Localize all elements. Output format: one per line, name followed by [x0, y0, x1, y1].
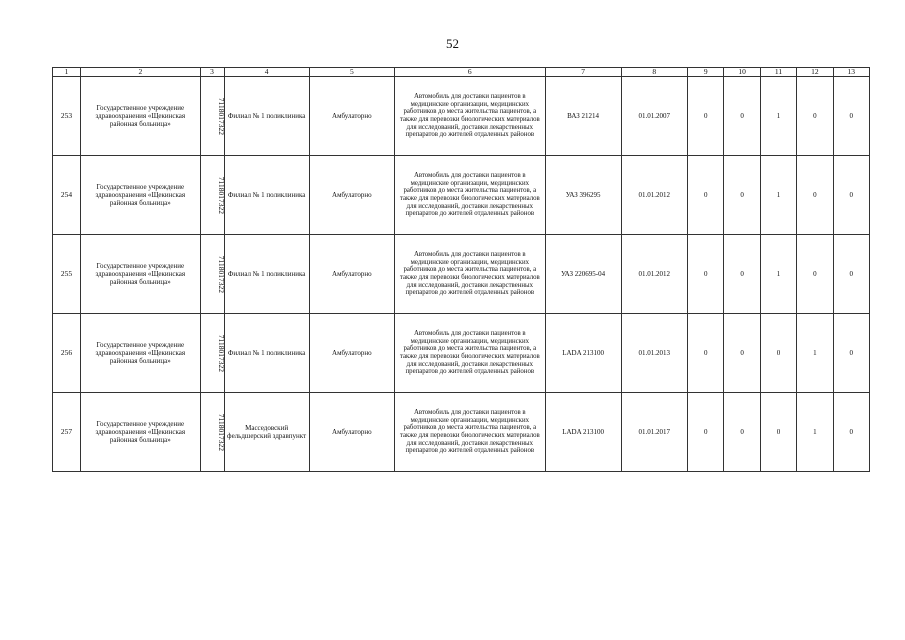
count-cell: 0	[797, 77, 833, 156]
organization-cell: Государственное учреждение здравоохранения «Щекинская районная больница»	[81, 156, 201, 235]
count-cell: 0	[724, 77, 760, 156]
division-cell: Масседовский фельдшерский здравпункт	[224, 393, 309, 472]
count-cell: 0	[760, 314, 796, 393]
inn-cell	[200, 77, 224, 156]
organization-cell: Государственное учреждение здравоохранения «Щекинская районная больница»	[81, 393, 201, 472]
column-header: 9	[688, 68, 724, 77]
count-cell: 1	[797, 314, 833, 393]
date-cell: 01.01.2012	[621, 156, 688, 235]
division-cell: Филиал № 1 поликлиника	[224, 314, 309, 393]
purpose-cell: Автомобиль для доставки пациентов в медицинские организации, медицинских работников до места жительства пациентов, а также для перевозки биологических материалов для исследований, доставки лекарственных препаратов до жителей отдаленных районов	[394, 156, 545, 235]
inn-value: 7118017322	[216, 176, 226, 214]
count-cell: 0	[724, 235, 760, 314]
vehicle-cell: УАЗ 396295	[545, 156, 621, 235]
column-header: 12	[797, 68, 833, 77]
vehicle-cell: УАЗ 220695-04	[545, 235, 621, 314]
purpose-cell: Автомобиль для доставки пациентов в медицинские организации, медицинских работников до места жительства пациентов, а также для перевозки биологических материалов для исследований, доставки лекарственных препаратов до жителей отдаленных районов	[394, 393, 545, 472]
column-header: 13	[833, 68, 869, 77]
count-cell: 1	[760, 156, 796, 235]
vehicle-cell: LADA 213100	[545, 393, 621, 472]
count-cell: 0	[833, 235, 869, 314]
vehicle-cell: LADA 213100	[545, 314, 621, 393]
division-cell: Филиал № 1 поликлиника	[224, 77, 309, 156]
count-cell: 0	[833, 156, 869, 235]
count-cell: 0	[724, 314, 760, 393]
care-type-cell: Амбулаторно	[309, 235, 394, 314]
purpose-cell: Автомобиль для доставки пациентов в медицинские организации, медицинских работников до места жительства пациентов, а также для перевозки биологических материалов для исследований, доставки лекарственных препаратов до жителей отдаленных районов	[394, 77, 545, 156]
organization-cell: Государственное учреждение здравоохранения «Щекинская районная больница»	[81, 235, 201, 314]
count-cell: 0	[688, 393, 724, 472]
date-cell: 01.01.2013	[621, 314, 688, 393]
column-header: 6	[394, 68, 545, 77]
count-cell: 0	[688, 314, 724, 393]
row-number: 256	[53, 314, 81, 393]
count-cell: 0	[833, 314, 869, 393]
vehicle-register-table	[52, 67, 870, 472]
table-row	[53, 393, 870, 472]
column-header: 11	[760, 68, 796, 77]
organization-cell: Государственное учреждение здравоохранения «Щекинская районная больница»	[81, 314, 201, 393]
column-header: 8	[621, 68, 688, 77]
column-header: 5	[309, 68, 394, 77]
column-header: 1	[53, 68, 81, 77]
count-cell: 1	[760, 77, 796, 156]
purpose-cell: Автомобиль для доставки пациентов в медицинские организации, медицинских работников до места жительства пациентов, а также для перевозки биологических материалов для исследований, доставки лекарственных препаратов до жителей отдаленных районов	[394, 235, 545, 314]
row-number: 254	[53, 156, 81, 235]
column-header: 4	[224, 68, 309, 77]
count-cell: 0	[760, 393, 796, 472]
date-cell: 01.01.2012	[621, 235, 688, 314]
date-cell: 01.01.2007	[621, 77, 688, 156]
inn-value: 7118017322	[216, 334, 226, 372]
care-type-cell: Амбулаторно	[309, 314, 394, 393]
count-cell: 1	[797, 393, 833, 472]
table-row	[53, 156, 870, 235]
column-header: 10	[724, 68, 760, 77]
count-cell: 1	[760, 235, 796, 314]
care-type-cell: Амбулаторно	[309, 77, 394, 156]
purpose-cell: Автомобиль для доставки пациентов в медицинские организации, медицинских работников до места жительства пациентов, а также для перевозки биологических материалов для исследований, доставки лекарственных препаратов до жителей отдаленных районов	[394, 314, 545, 393]
care-type-cell: Амбулаторно	[309, 393, 394, 472]
inn-cell	[200, 314, 224, 393]
inn-cell	[200, 156, 224, 235]
care-type-cell: Амбулаторно	[309, 156, 394, 235]
division-cell: Филиал № 1 поликлиника	[224, 235, 309, 314]
column-header: 7	[545, 68, 621, 77]
page-number: 52	[446, 36, 459, 51]
row-number: 257	[53, 393, 81, 472]
column-number-row	[53, 68, 870, 77]
organization-cell: Государственное учреждение здравоохранения «Щекинская районная больница»	[81, 77, 201, 156]
inn-value: 7118017322	[216, 255, 226, 293]
count-cell: 0	[724, 156, 760, 235]
column-header: 3	[200, 68, 224, 77]
count-cell: 0	[833, 393, 869, 472]
column-header: 2	[81, 68, 201, 77]
inn-cell	[200, 393, 224, 472]
vehicle-cell: ВАЗ 21214	[545, 77, 621, 156]
inn-value: 7118017322	[216, 97, 226, 135]
date-cell: 01.01.2017	[621, 393, 688, 472]
table-row	[53, 235, 870, 314]
count-cell: 0	[833, 77, 869, 156]
count-cell: 0	[688, 156, 724, 235]
count-cell: 0	[797, 235, 833, 314]
table-row	[53, 314, 870, 393]
count-cell: 0	[688, 77, 724, 156]
row-number: 255	[53, 235, 81, 314]
count-cell: 0	[797, 156, 833, 235]
division-cell: Филиал № 1 поликлиника	[224, 156, 309, 235]
table-row	[53, 77, 870, 156]
count-cell: 0	[724, 393, 760, 472]
row-number: 253	[53, 77, 81, 156]
count-cell: 0	[688, 235, 724, 314]
inn-value: 7118017322	[216, 413, 226, 451]
inn-cell	[200, 235, 224, 314]
